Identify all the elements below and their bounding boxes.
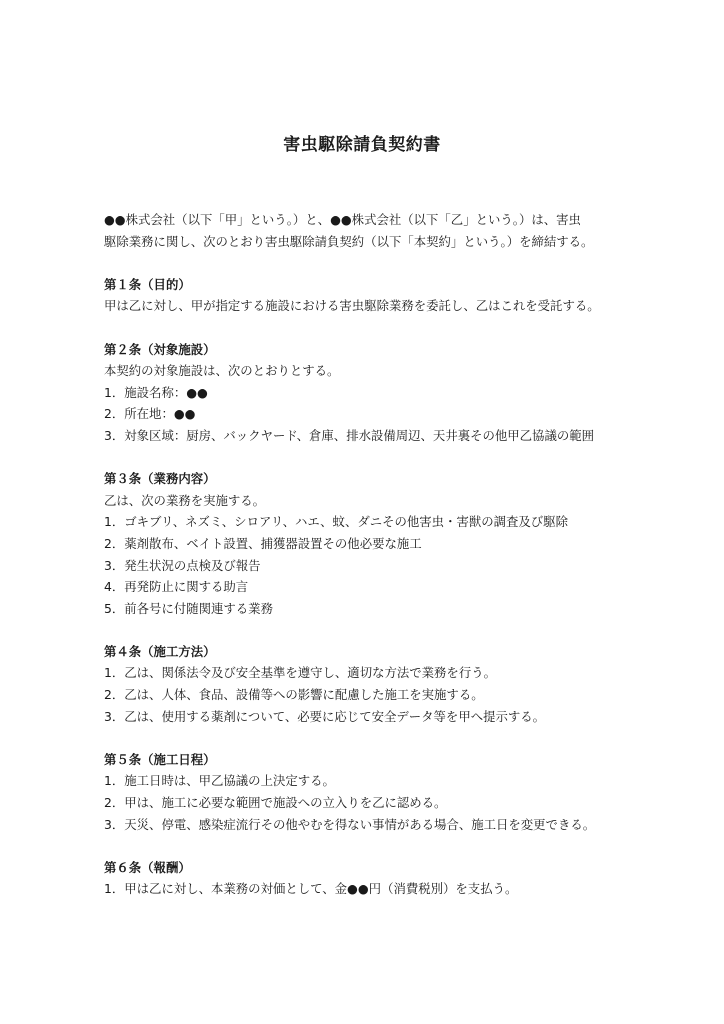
document-body [104, 209, 624, 900]
intro-line: 駆除業務に関し、次のとおり害虫駆除請負契約（以下「本契約」という。）を締結する。 [104, 233, 594, 249]
article-3 [104, 468, 624, 619]
article-4 [104, 641, 624, 727]
article-line: 3．天災、停電、感染症流行その他やむを得ない事情がある場合、施工日を変更できる。 [104, 816, 596, 832]
article-line: 1．施工日時は、甲乙協議の上決定する。 [104, 773, 335, 789]
article-line: 本契約の対象施設は、次のとおりとする。 [104, 363, 340, 379]
article-line: 1．施設名称：●● [104, 384, 208, 400]
article-line: 4．再発防止に関する助言 [104, 579, 249, 595]
article-line: 2．甲は、施工に必要な範囲で施設への立入りを乙に認める。 [104, 795, 447, 811]
intro-line: ●●株式会社（以下「甲」という。）と、●●株式会社（以下「乙」という。）は、害虫 [104, 212, 581, 227]
article-heading: 第５条（施工日程） [104, 751, 216, 767]
article-6 [104, 857, 624, 900]
article-heading: 第３条（業務内容） [104, 471, 216, 487]
article-line: 3．乙は、使用する薬剤について、必要に応じて安全データ等を甲へ提示する。 [104, 708, 546, 724]
article-heading: 第２条（対象施設） [104, 341, 216, 357]
article-line: 甲は乙に対し、甲が指定する施設における害虫駆除業務を委託し、乙はこれを受託する。 [104, 298, 600, 314]
article-line: 3．対象区域：厨房、バックヤード、倉庫、排水設備周辺、天井裏その他甲乙協議の範囲 [104, 427, 595, 443]
article-line: 2．乙は、人体、食品、設備等への影響に配慮した施工を実施する。 [104, 687, 484, 703]
article-heading: 第４条（施工方法） [104, 643, 216, 659]
article-heading: 第１条（目的） [104, 276, 191, 292]
article-line: 2．所在地：●● [104, 406, 196, 422]
article-line: 乙は、次の業務を実施する。 [104, 492, 266, 508]
article-line: 5．前各号に付随関連する業務 [104, 600, 273, 616]
article-line: 1．乙は、関係法令及び安全基準を遵守し、適切な方法で業務を行う。 [104, 665, 496, 681]
article-line: 1．甲は乙に対し、本業務の対価として、金●●円（消費税別）を支払う。 [104, 881, 518, 897]
article-1 [104, 274, 624, 317]
article-line: 2．薬剤散布、ベイト設置、捕獲器設置その他必要な施工 [104, 535, 422, 551]
article-2 [104, 339, 624, 447]
article-line: 3．発生状況の点検及び報告 [104, 557, 261, 573]
article-heading: 第６条（報酬） [104, 859, 191, 875]
article-5 [104, 749, 624, 835]
intro-paragraph [104, 209, 624, 252]
article-line: 1．ゴキブリ、ネズミ、シロアリ、ハエ、蚊、ダニその他害虫・害獣の調査及び駆除 [104, 514, 568, 530]
document-title: 害虫駆除請負契約書 [283, 135, 441, 155]
